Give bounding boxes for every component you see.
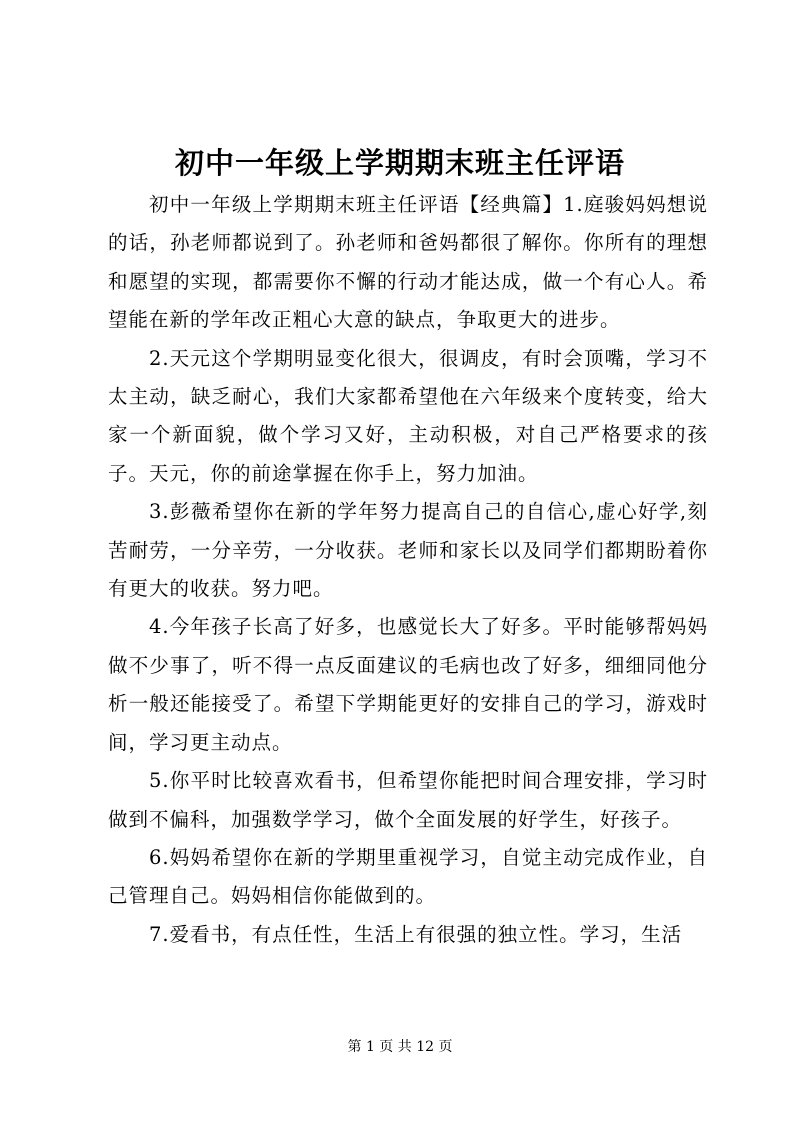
page-number-footer: 第 1 页 共 12 页 <box>347 1039 453 1055</box>
paragraph-5: 5.你平时比较喜欢看书，但希望你能把时间合理安排，学习时做到不偏科，加强数学学习，做个全面发展的好学生，好孩子。 <box>108 769 708 831</box>
paragraph-6: 6.妈妈希望你在新的学期里重视学习，自觉主动完成作业，自己管理自己。妈妈相信你能做到的。 <box>108 845 708 908</box>
page-title: 初中一年级上学期期末班主任评语 <box>174 146 625 180</box>
paragraph-3: 3.彭薇希望你在新的学年努力提高自己的自信心,虚心好学,刻苦耐劳，一分辛劳，一分收获。老师和家长以及同学们都期盼着你有更大的收获。努力吧。 <box>108 500 708 601</box>
paragraph-intro-1: 初中一年级上学期期末班主任评语【经典篇】1.庭骏妈妈想说的话，孙老师都说到了。孙老师和爸妈都很了解你。你所有的理想和愿望的实现，都需要你不懈的行动才能达成，做一个有心人。希望能在新的学年改正粗心大意的缺点，争取更大的进步。 <box>108 193 708 332</box>
paragraph-7: 7.爱看书，有点任性，生活上有很强的独立性。学习，生活 <box>149 922 683 946</box>
document-body <box>108 186 708 954</box>
paragraph-4: 4.今年孩子长高了好多，也感觉长大了好多。平时能够帮妈妈做不少事了，听不得一点反面建议的毛病也改了好多，细细同他分析一般还能接受了。希望下学期能更好的安排自己的学习，游戏时间，学习更主动点。 <box>108 615 708 754</box>
paragraph-2: 2.天元这个学期明显变化很大，很调皮，有时会顶嘴，学习不太主动，缺乏耐心，我们大家都希望他在六年级来个度转变，给大家一个新面貌，做个学习又好，主动积极，对自己严格要求的孩子。天元，你的前途掌握在你手上，努力加油。 <box>108 346 708 485</box>
